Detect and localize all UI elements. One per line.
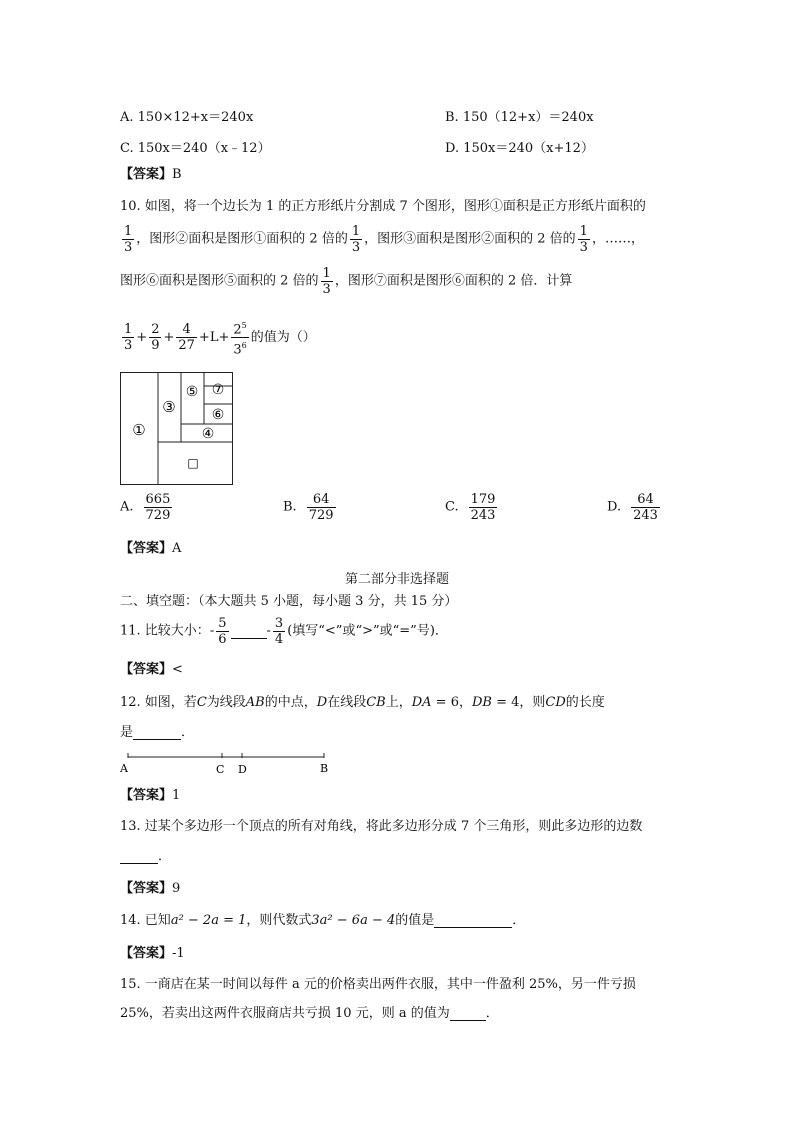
option-b-fraction: $\frac{64}{729}$ — [308, 492, 334, 523]
plus-sign: + — [198, 329, 210, 345]
answer-label: 【答案】 — [120, 788, 173, 803]
answer-label: 【答案】 — [120, 946, 173, 961]
q15-line-1: 15. 一商店在某一时间以每件 a 元的价格卖出两件衣服，其中一件盈利 25%，另一件亏损 — [120, 977, 636, 992]
q13-line-1: 13. 过某个多边形一个顶点的所有对角线，将此多边形分成 7 个三角形，则此多边形的边数 — [120, 819, 643, 834]
q12-answer — [120, 787, 180, 805]
q14-equation: a² − 2a = 1 — [170, 913, 247, 928]
q10-expression-suffix: 的值为（） — [250, 329, 316, 345]
answer-label: 【答案】 — [120, 541, 173, 556]
q9-option-b: B. 150（12+x）＝240x — [445, 110, 594, 125]
q9-answer — [120, 166, 182, 184]
fraction-term-2: $\frac{2}{9}$ — [151, 322, 160, 354]
q10-line-1: 10. 如图，将一个边长为 1 的正方形纸片分割成 7 个图形，图形①面积是正方形纸片面积的 — [120, 199, 646, 214]
square-division-figure — [120, 372, 234, 486]
q10-option-a: A. $\frac{665}{729}$ — [120, 492, 171, 523]
fraction-one-third: $\frac{1}{3}$ — [322, 266, 331, 297]
q10-option-b: B. $\frac{64}{729}$ — [283, 492, 334, 523]
q10-line-2-text-c: ，……， — [591, 231, 644, 247]
q12-answer-blank[interactable] — [133, 725, 181, 740]
q14-answer — [120, 945, 185, 963]
q10-line-2 — [120, 224, 644, 260]
answer-value: A — [172, 541, 182, 556]
q11-answer-blank[interactable] — [231, 624, 267, 639]
answer-label: 【答案】 — [120, 167, 173, 182]
q15-line-2: 25%，若卖出这两件衣服商店共亏损 10 元，则 a 的值为 ． — [120, 1006, 499, 1021]
q9-option-a: A. 150×12+x＝240x — [120, 110, 254, 125]
part-heading: 二、填空题：（本大题共 5 小题，每小题 3 分，共 15 分） — [120, 594, 458, 609]
fraction-term-3: $\frac{4}{27}$ — [178, 322, 195, 354]
fraction-one-third: $\frac{1}{3}$ — [124, 224, 133, 255]
q10-line-3-text-b: ，图形⑦面积是图形⑥面积的 2 倍．计算 — [334, 273, 573, 289]
q11-answer — [120, 661, 183, 679]
q10-answer — [120, 540, 181, 558]
q11-fraction-2: $\frac{3}{4}$ — [274, 616, 284, 647]
option-a-fraction: $\frac{665}{729}$ — [145, 492, 171, 523]
q14-answer-blank[interactable] — [434, 913, 512, 928]
fraction-one-third: $\frac{1}{3}$ — [351, 224, 361, 255]
point-label-c: C — [216, 763, 225, 776]
q10-line-3-text-a: 图形⑥面积是图形⑤面积的 2 倍的 — [120, 273, 319, 289]
plus-sign: + — [163, 329, 175, 345]
q10-option-c: C. $\frac{179}{243}$ — [445, 492, 496, 523]
q14-line: 14. 已知a² − 2a = 1，则代数式3a² − 6a − 4的值是 ． — [120, 913, 526, 928]
q10-line-3 — [120, 266, 572, 302]
q11-prefix: 11. 比较大小： — [120, 623, 210, 639]
q11-suffix: (填写“<”或“>”或“=”号)． — [287, 623, 448, 639]
q9-option-d: D. 150x＝240（x+12） — [445, 141, 594, 156]
region-label-1: ① — [132, 421, 146, 439]
q12-line-1: 12. 如图，若C为线段AB的中点，D在线段CB上，DA = 6，DB = 4，则CD的长度 — [120, 695, 605, 710]
q11-fraction-1: $\frac{5}{6}$ — [218, 616, 227, 647]
region-label-2: □ — [187, 456, 199, 470]
point-label-a: A — [120, 762, 128, 775]
point-label-b: B — [320, 762, 329, 775]
section-title: 第二部分非选择题 — [344, 572, 449, 587]
answer-label: 【答案】 — [120, 881, 173, 896]
q11-line: 11. 比较大小：- $\frac{5}{6}$ - $\frac{3}{4}$ (填写“<”或“>”或“=”号)． — [120, 616, 448, 647]
q10-line-2-text-a: ，图形②面积是图形①面积的 2 倍的 — [136, 231, 348, 247]
answer-value: 9 — [172, 881, 181, 896]
q12-line-2: 是 ． — [120, 725, 195, 740]
answer-label: 【答案】 — [120, 662, 173, 677]
q10-option-d: D. $\frac{64}{243}$ — [607, 492, 658, 523]
q13-answer-blank[interactable] — [120, 849, 158, 864]
answer-value: < — [172, 662, 183, 677]
fraction-term-last: $\frac{2^5}{3^6}$ — [233, 321, 247, 358]
plus-sign: + — [136, 329, 148, 345]
point-label-d: D — [238, 763, 247, 776]
region-label-3: ③ — [162, 398, 176, 416]
region-label-7: ⑦ — [211, 382, 225, 398]
q13-answer — [120, 880, 180, 898]
option-c-fraction: $\frac{179}{243}$ — [470, 492, 496, 523]
q14-expression: 3a² − 6a − 4 — [311, 913, 396, 928]
region-label-5: ⑤ — [185, 384, 199, 400]
fraction-one-third: $\frac{1}{3}$ — [579, 224, 588, 255]
answer-value: 1 — [172, 788, 181, 803]
region-label-4: ④ — [201, 426, 215, 442]
answer-value: -1 — [172, 946, 185, 961]
q10-line-2-text-b: ，图形③面积是图形②面积的 2 倍的 — [364, 231, 576, 247]
fraction-term-1: $\frac{1}{3}$ — [124, 322, 133, 354]
line-segment-figure — [118, 748, 334, 778]
plus-sign: + — [218, 329, 230, 345]
q13-line-2: ． — [120, 848, 171, 866]
region-label-6: ⑥ — [211, 407, 225, 423]
q10-expression — [120, 318, 316, 356]
answer-value: B — [172, 167, 182, 182]
q9-option-c: C. 150x＝240（x﹣12） — [120, 141, 271, 156]
ellipsis-symbol: L — [209, 329, 219, 345]
q15-answer-blank[interactable] — [450, 1006, 486, 1021]
option-d-fraction: $\frac{64}{243}$ — [633, 492, 658, 523]
